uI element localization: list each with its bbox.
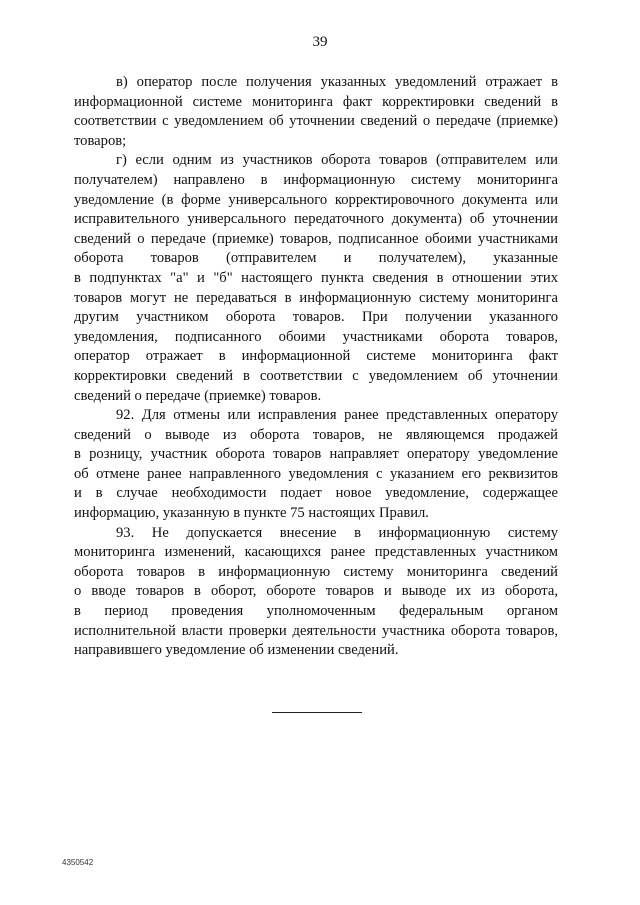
text-line: оператор отражает в информационной системе мониторинга факт <box>74 348 558 365</box>
paragraph-item-93 <box>74 524 558 661</box>
text-line: о вводе товаров в оборот, обороте товаров и выводе их из оборота, <box>74 583 558 600</box>
text-line: уведомление (в форме универсального корректировочного документа или <box>74 191 558 208</box>
text-line: информационной системе мониторинга факт корректировки сведений в <box>74 93 558 110</box>
text-line: сведений о выводе из оборота товаров, не являющемся продажей <box>74 426 558 443</box>
text-line: направившего уведомление об изменении сведений. <box>74 642 399 659</box>
text-line: 93. Не допускается внесение в информационную систему <box>116 524 558 541</box>
text-line: сведений о передаче (приемке) товаров, подписанное обоими участниками <box>74 230 558 247</box>
text-line: и в случае необходимости подает новое уведомление, содержащее <box>74 485 558 502</box>
text-line: об отмене ранее направленного уведомления с указанием его реквизитов <box>74 465 558 482</box>
text-line: информацию, указанную в пункте 75 настоящих Правил. <box>74 505 429 522</box>
text-line: в розницу, участник оборота товаров направляет оператору уведомление <box>74 446 558 463</box>
text-line: мониторинга изменений, касающихся ранее представленных участником <box>74 544 558 561</box>
text-line: 92. Для отмены или исправления ранее представленных оператору <box>116 407 558 424</box>
text-line: в) оператор после получения указанных уведомлений отражает в <box>116 74 558 90</box>
text-line: в период проведения уполномоченным федеральным органом <box>74 603 558 620</box>
text-line: уведомления, подписанного обоими участниками оборота товаров, <box>74 328 558 345</box>
text-line: другим участником оборота товаров. При получении указанного <box>74 309 558 326</box>
end-separator-line <box>272 712 362 713</box>
text-line: товаров могут не передаваться в информационную систему мониторинга <box>74 289 558 306</box>
text-line: сведений о передаче (приемке) товаров. <box>74 387 322 404</box>
document-code: 4350542 <box>62 858 94 867</box>
text-line: исполнительной власти проверки деятельности участника оборота товаров, <box>74 622 558 639</box>
text-line: оборота товаров (отправителем и получателем), указанные <box>74 250 558 267</box>
page-number: 39 <box>312 34 328 50</box>
text-line: получателем) направлено в информационную систему мониторинга <box>74 171 558 188</box>
text-line: соответствии с уведомлением об уточнении сведений о передаче (приемке) <box>74 113 558 130</box>
text-line: оборота товаров в информационную систему мониторинга сведений <box>74 563 558 580</box>
text-line: корректировки сведений в соответствии с уведомлением об уточнении <box>74 367 558 384</box>
document-body <box>74 73 558 661</box>
text-line: товаров; <box>74 132 127 149</box>
text-line: исправительного универсального передаточного документа) об уточнении <box>74 211 558 228</box>
text-line: г) если одним из участников оборота товаров (отправителем или <box>116 152 558 169</box>
text-line: в подпунктах "а" и "б" настоящего пункта сведения в отношении этих <box>74 269 558 286</box>
paragraph-item-v <box>74 73 558 151</box>
paragraph-item-92 <box>74 406 558 524</box>
paragraph-item-g <box>74 151 558 406</box>
